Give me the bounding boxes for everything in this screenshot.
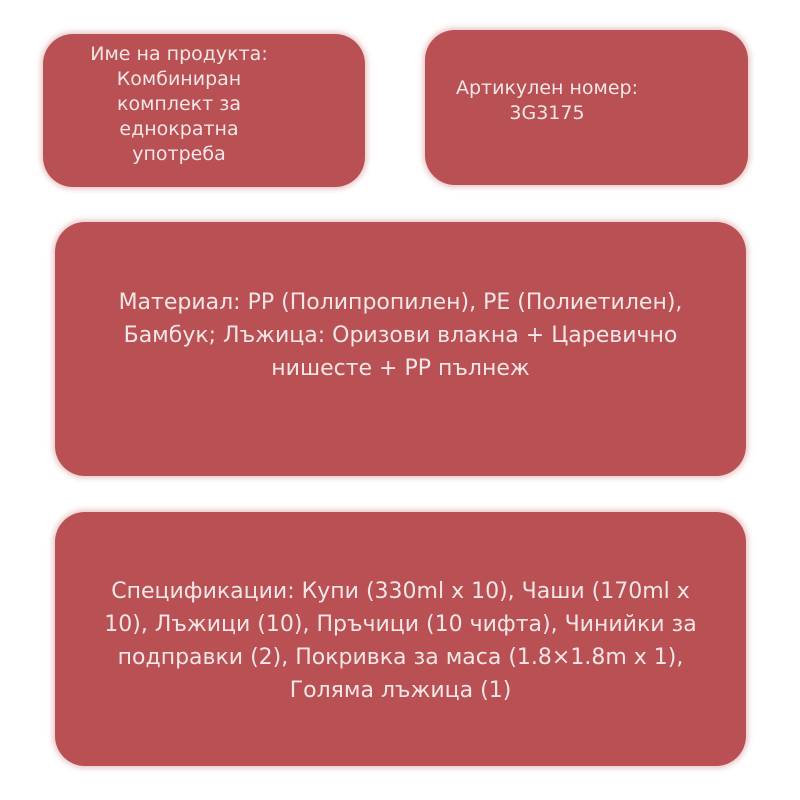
article-number-label: Артикулен номер: bbox=[455, 77, 639, 99]
product-name-line: еднократна bbox=[119, 118, 239, 140]
article-number-value: 3G3175 bbox=[509, 102, 585, 124]
product-name-text bbox=[79, 42, 279, 167]
article-number-card bbox=[425, 30, 748, 185]
specifications-text bbox=[76, 575, 726, 707]
specifications-line: Голяма лъжица (1) bbox=[289, 678, 512, 703]
product-name-line: комплект за bbox=[116, 93, 242, 115]
article-number-text bbox=[452, 76, 642, 126]
material-card bbox=[55, 222, 746, 476]
product-name-label: Име на продукта: bbox=[90, 43, 268, 65]
specifications-line: 10), Лъжици (10), Пръчици (10 чифта), Чинийки за bbox=[104, 612, 697, 637]
product-name-card bbox=[43, 34, 365, 187]
product-name-line: Комбиниран bbox=[116, 68, 242, 90]
specifications-card bbox=[55, 512, 746, 766]
product-name-line: употреба bbox=[132, 143, 226, 165]
material-line: нишесте + PP пълнеж bbox=[271, 355, 530, 381]
specifications-line: Спецификации: Купи (330ml x 10), Чаши (170ml x bbox=[111, 579, 690, 604]
material-line: Бамбук; Лъжица: Оризови влакна + Царевично bbox=[123, 322, 678, 348]
material-line: Материал: PP (Полипропилен), PE (Полиетилен), bbox=[118, 289, 683, 315]
specifications-line: подправки (2), Покривка за маса (1.8×1.8m x 1), bbox=[117, 645, 684, 670]
material-text bbox=[81, 286, 721, 385]
